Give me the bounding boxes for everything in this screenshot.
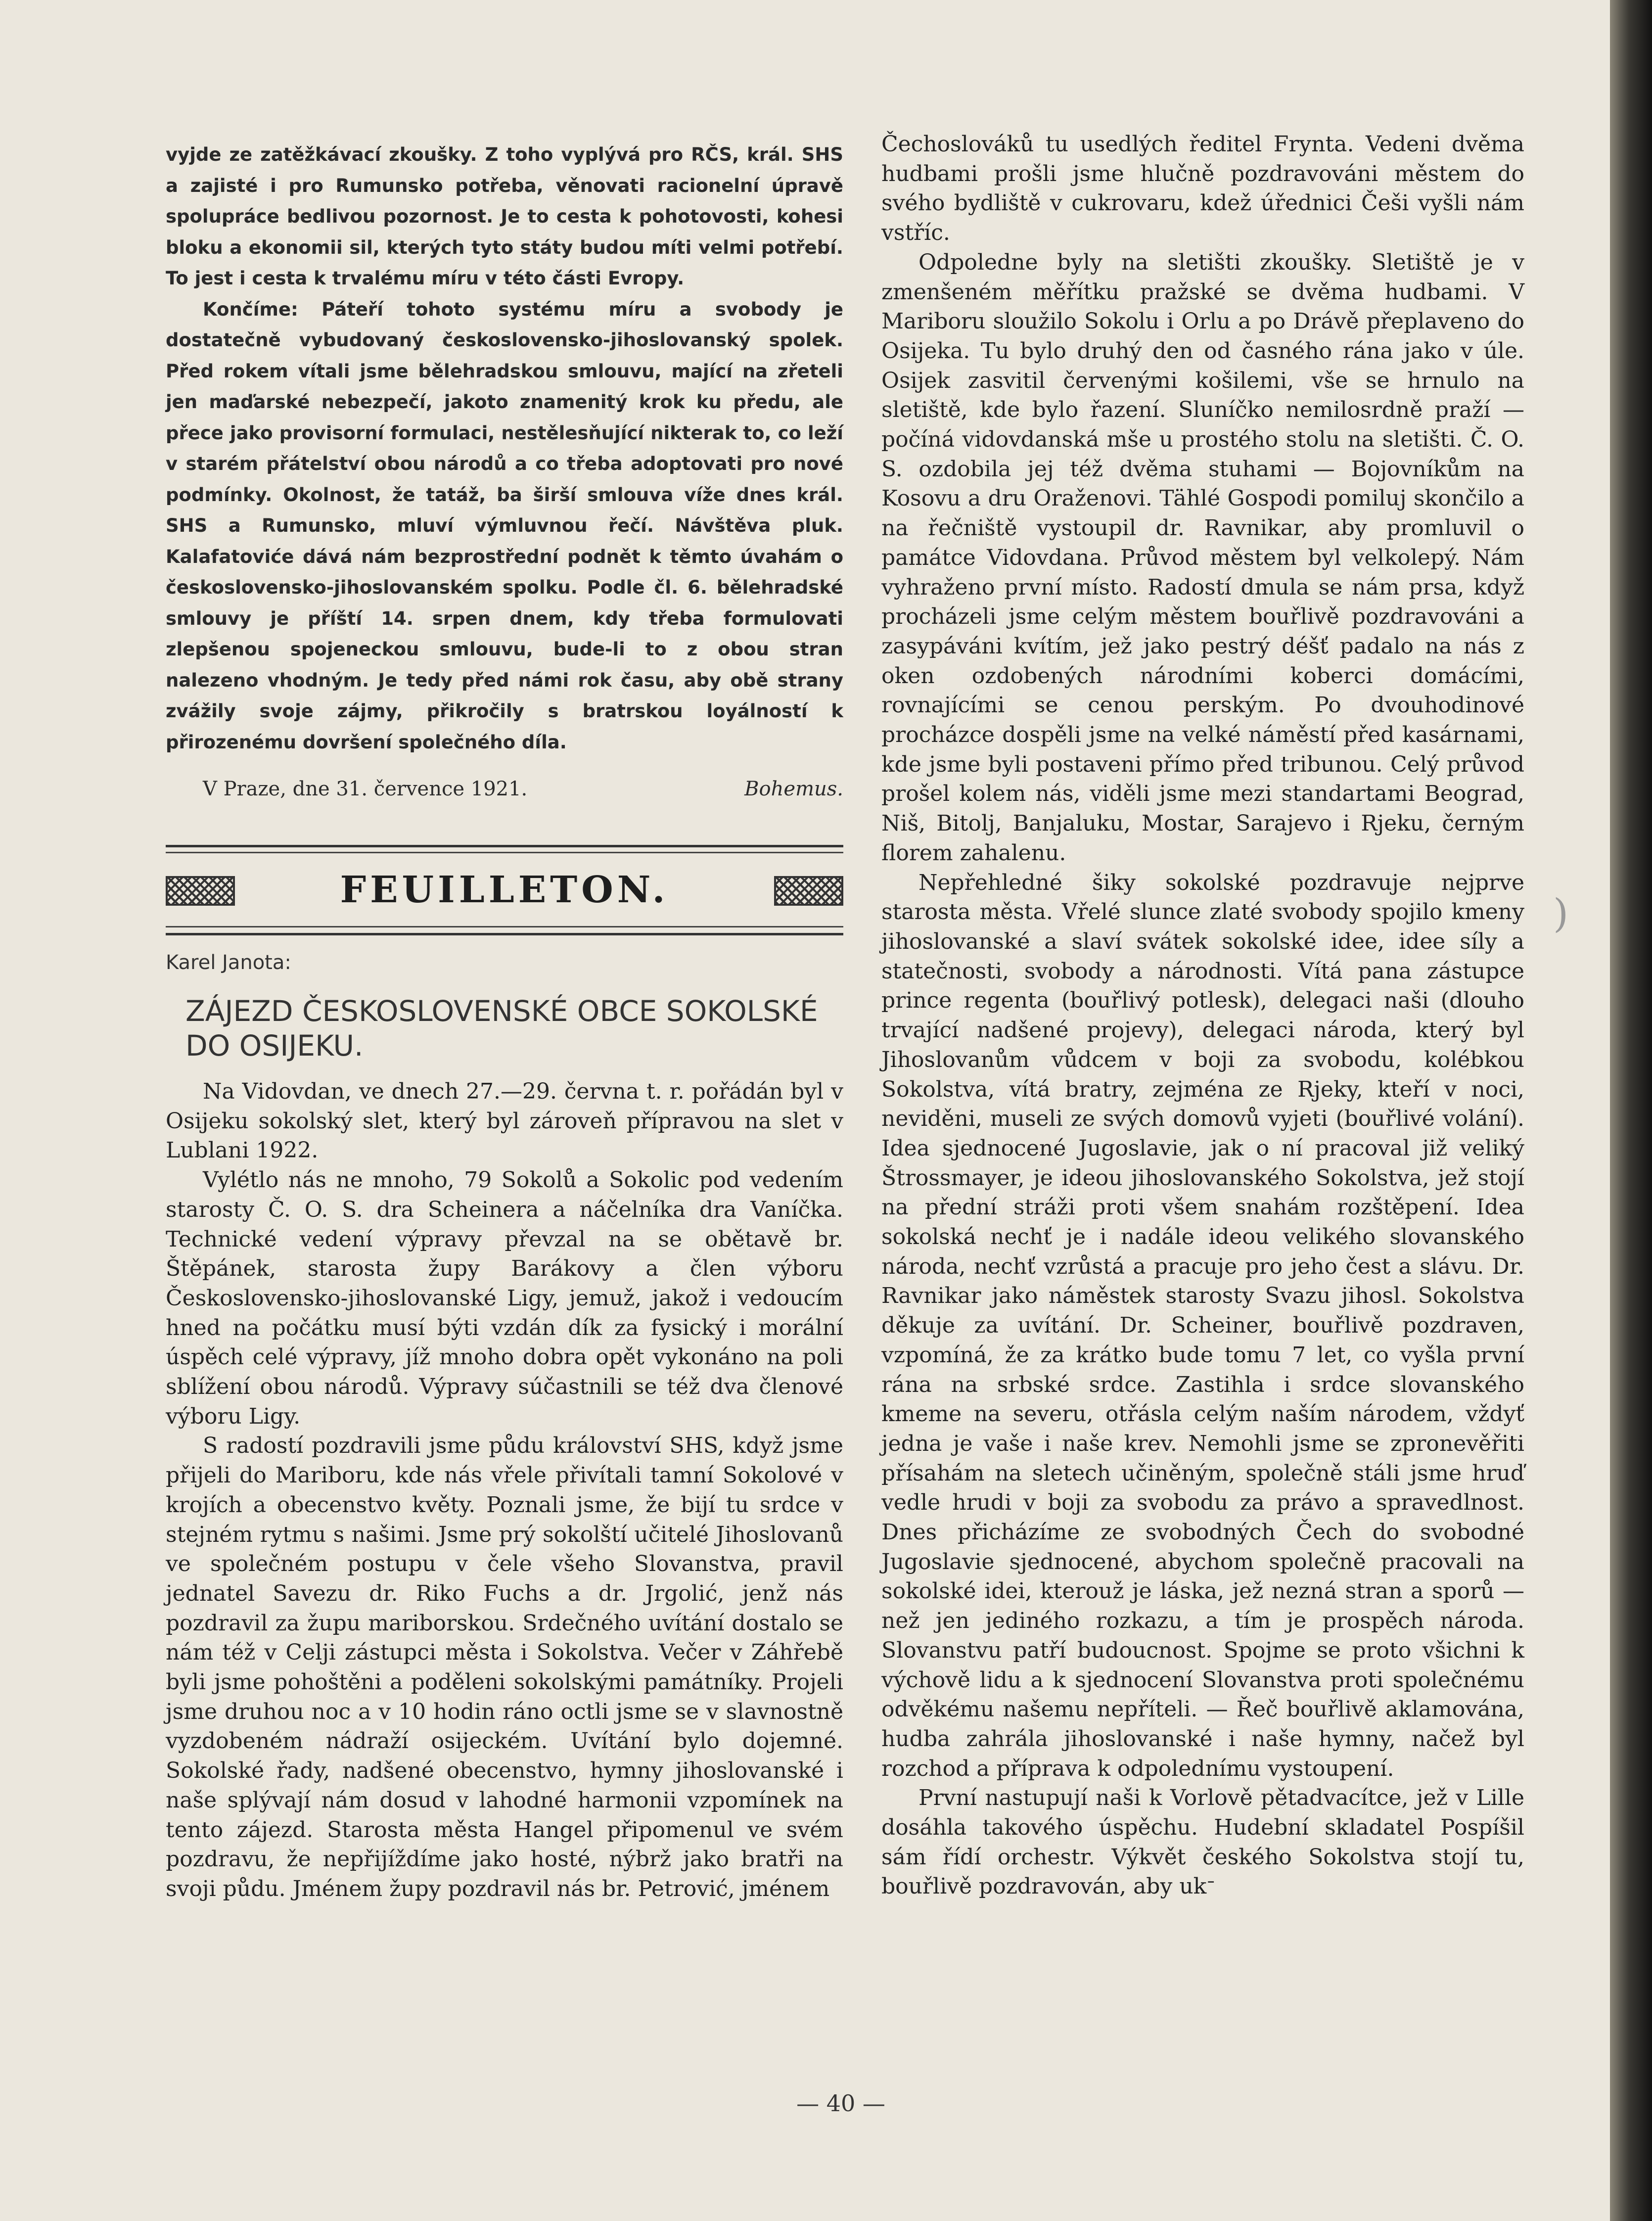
article-title: ZÁJEZD ČESKOSLOVENSKÉ OBCE SOKOLSKÉ DO OSIJEKU. [185,994,818,1063]
top-rule [166,845,843,847]
article-author: Karel Janota: [166,951,291,974]
article-paragraph: Vylétlo nás ne mnoho, 79 Sokolů a Sokolic pod vedením starosty Č. O. S. dra Scheinera a náčelníka dra Vaníčka. Technické vedení výpravy převzal na se obětavě br. Štěpánek, starosta župy Barákovy a člen výboru Československo-jihoslovanské Ligy, jemuž, jakož i vedoucím hned na počátku musí býti vzdán dík za fysický i morální úspěch celé výpravy, jíž mnoho dobra opět vykonáno na poli sblížení obou národů. Výpravy súčastnili se též dva členové výboru Ligy. [166,1167,843,1429]
article-paragraph: První nastupují naši k Vorlově pětadvacítce, jež v Lille dosáhla takového úspěchu. Hudební skladatel Pospíšil sám řídí orchestr. Výkvět českého Sokolstva stojí tu, bouřlivě pozdravován, aby ukᐨ [881,1785,1524,1899]
article-paragraph: Na Vidovdan, ve dnech 27.—29. června t. r. pořádán byl v Osijeku sokolský slet, který byl zároveň přípravou na slet v Lublani 1922. [166,1079,843,1163]
top-rule-thin [166,852,843,853]
article-paragraph: Čechoslováků tu usedlých ředitel Frynta. Vedeni dvěma hudbami prošli jsme hlučně pozdravováni městem do svého bydliště v cukrovaru, kdež úřednici Češi vyšli nám vstříc. [881,132,1524,246]
page-number: — 40 — [796,2090,885,2117]
section-heading: FEUILLETON. [340,869,669,911]
margin-mark: ) [1553,890,1569,936]
intro-paragraph: vyjde ze zatěžkávací zkoušky. Z toho vyplývá pro RČS, král. SHS a zajisté i pro Rumunsko potřeba, věnovati racionelní úpravě spolupráce bedlivou pozornost. Je to cesta k pohotovosti, kohesi bloku a ekonomii sil, kterých tyto státy budou míti velmi potřebí. To jest i cesta k trvalému míru v této části Evropy. [166,144,843,289]
article-paragraph: S radostí pozdravili jsme půdu království SHS, když jsme přijeli do Mariboru, kde nás vřele přivítali tamní Sokolové v krojích a obecenstvo květy. Poznali jsme, že bijí tu srdce v stejném rytmu s našimi. Jsme prý sokolští učitelé Jihoslovanů ve společném postupu v čele všeho Slovanstva, pravil jednatel Savezu dr. Riko Fuchs a dr. Jrgolić, jenž nás pozdravil za župu mariborskou. Srdečného uvítání dostalo se nám též v Celji zástupci města i Sokolstva. Večer v Záhřebě byli jsme pohoštěni a poděleni sokolskými památníky. Projeli jsme druhou noc a v 10 hodin ráno octli jsme se v slavnostně vyzdobeném nádraží osijeckém. Uvítání bylo dojemné. Sokolské řady, nadšené obecenstvo, hymny jihoslovanské i naše splývají nám dosud v lahodné harmonii vzpomínek na tento zájezd. Starosta města Hangel připomenul ve svém pozdravu, že nepřijíždíme jako hosté, nýbrž jako bratři na svoji půdu. Jménem župy pozdravil nás br. Petrović, jménem [166,1433,843,1901]
intro-paragraph: Končíme: Páteří tohoto systému míru a svobody je dostatečně vybudovaný československo-jihoslovanský spolek. Před rokem vítali jsme bělehradskou smlouvu, mající na zřeteli jen maďarské nebezpečí, jakoto znamenitý krok ku předu, ale přece jako provisorní formulaci, nestělesňující nikterak to, co leží v starém přátelství obou národů a co třeba adoptovati pro nové podmínky. Okolnost, že tatáž, ba širší smlouva víže dnes král. SHS a Rumunsko, mluví výmluvnou řečí. Návštěva pluk. Kalafatoviće dává nám bezprostřední podnět k těmto úvahám o československo-jihoslovanském spolku. Podle čl. 6. bělehradské smlouvy je příští 14. srpen dnem, kdy třeba formulovati zlepšenou spojeneckou smlouvu, bude-li to z obou stran nalezeno vhodným. Je tedy před námi rok času, aby obě strany zvážily svoje zájmy, přikročily s bratrskou loyálností k přirozenému dovršení společného díla. [166,298,843,753]
book-spine [1610,0,1652,2221]
date-text: V Praze, dne 31. července 1921. [203,778,528,800]
dateline [166,778,843,800]
left-column [166,139,843,1904]
article-paragraph: Odpoledne byly na sletišti zkoušky. Sletiště je v zmenšeném měřítku pražské se dvěma hudbami. V Mariboru sloužilo Sokolu i Orlu a po Drávě přeplaveno do Osijeka. Tu bylo druhý den od časného rána jako v úle. Osijek zasvitil červenými košilemi, vše se hrnulo na sletiště, kde bylo řazení. Sluníčko nemilosrdně praží — počíná vidovdanská mše u prostého stolu na sletišti. Č. O. S. ozdobila jej též dvěma stuhami — Bojovníkům na Kosovu a dru Oraženovi. Tählé Gospodi pomiluj skončilo a na řečniště vystoupil dr. Ravnikar, aby promluvil o památce Vidovdana. Průvod městem byl velkolepý. Nám vyhraženo první místo. Radostí dmula se nám prsa, když procházeli jsme celým městem bouřlivě pozdravováni a zasypáváni kvítím, jež jako pestrý déšť padalo na nás z oken ozdobených národními koberci domácími, rovnajícími se cenou perským. Po dvouhodinové procházce dospěli jsme na velké náměstí před kasárnami, kde jsme byli postaveni přímo před tribunou. Celý průvod prošel kolem nás, viděli jsme mezi standartami Beograd, Niš, Bitolj, Banjaluku, Mostar, Sarajevo i Rjeku, černým florem zahalenu. [881,249,1524,866]
signature: Bohemus. [744,778,843,800]
bottom-rule-thin [166,926,843,927]
bottom-rule [166,933,843,935]
article-paragraph: Nepřehledné šiky sokolské pozdravuje nejprve starosta města. Vřelé slunce zlaté svobody spojilo kmeny jihoslovanské a slaví svátek sokolské idee, idee síly a statečnosti, svobody a národnosti. Vítá pana zástupce prince regenta (bouřlivý potlesk), delegaci naši (dlouho trvající nadšené projevy), delegaci národa, který byl Jihoslovanům vůdcem v boji za svobodu, kolébkou Sokolstva, vítá bratry, zejména ze Rjeky, kteří v noci, neviděni, museli ze svých domovů vyjeti (bouřlivé volání). Idea sjednocené Jugoslavie, jak o ní pracoval již veliký Štrossmayer, je ideou jihoslovanského Sokolstva, jež stojí na přední stráži proti všem snahám rozštěpení. Idea sokolská nechť je i nadále ideou velikého slovanského národa, nechť vzrůstá a pracuje pro jeho čest a slávu. Dr. Ravnikar jako náměstek starosty Svazu jihosl. Sokolstva děkuje za uvítání. Dr. Scheiner, bouřlivě pozdraven, vzpomíná, že za krátko bude tomu 7 let, co vyšla první rána na srbské srdce. Zastihla i srdce slovanského kmeme na severu, otřásla celým naším národem, vždyť jedna je vaše i naše krev. Nemohli jsme se zpronevěřiti přísahám na sletech učiněným, společně stáli jsme hruď vedle hrudi v boji za svobodu za právo a spravedlnost. Dnes přicházíme ze svobodných Čech do svobodné Jugoslavie sjednocené, abychom společně pracovali na sokolské idei, kterouž je láska, jež nezná stran a sporů — než jen jediného rozkazu, a tím je prospěch národa. Slovanstvu patří budoucnost. Spojme se proto všichni k výchově lidu a k sjednocení Slovanstva proti společnému odvěkému našemu nepříteli. — Řeč bouřlivě aklamována, hudba zahrála jihoslovanské i naše hymny, načež byl rozchod a příprava k odpolednímu vystoupení. [881,870,1524,1781]
feuilleton-header [166,845,843,936]
right-ornament-icon [774,876,843,906]
right-column [881,130,1524,1901]
